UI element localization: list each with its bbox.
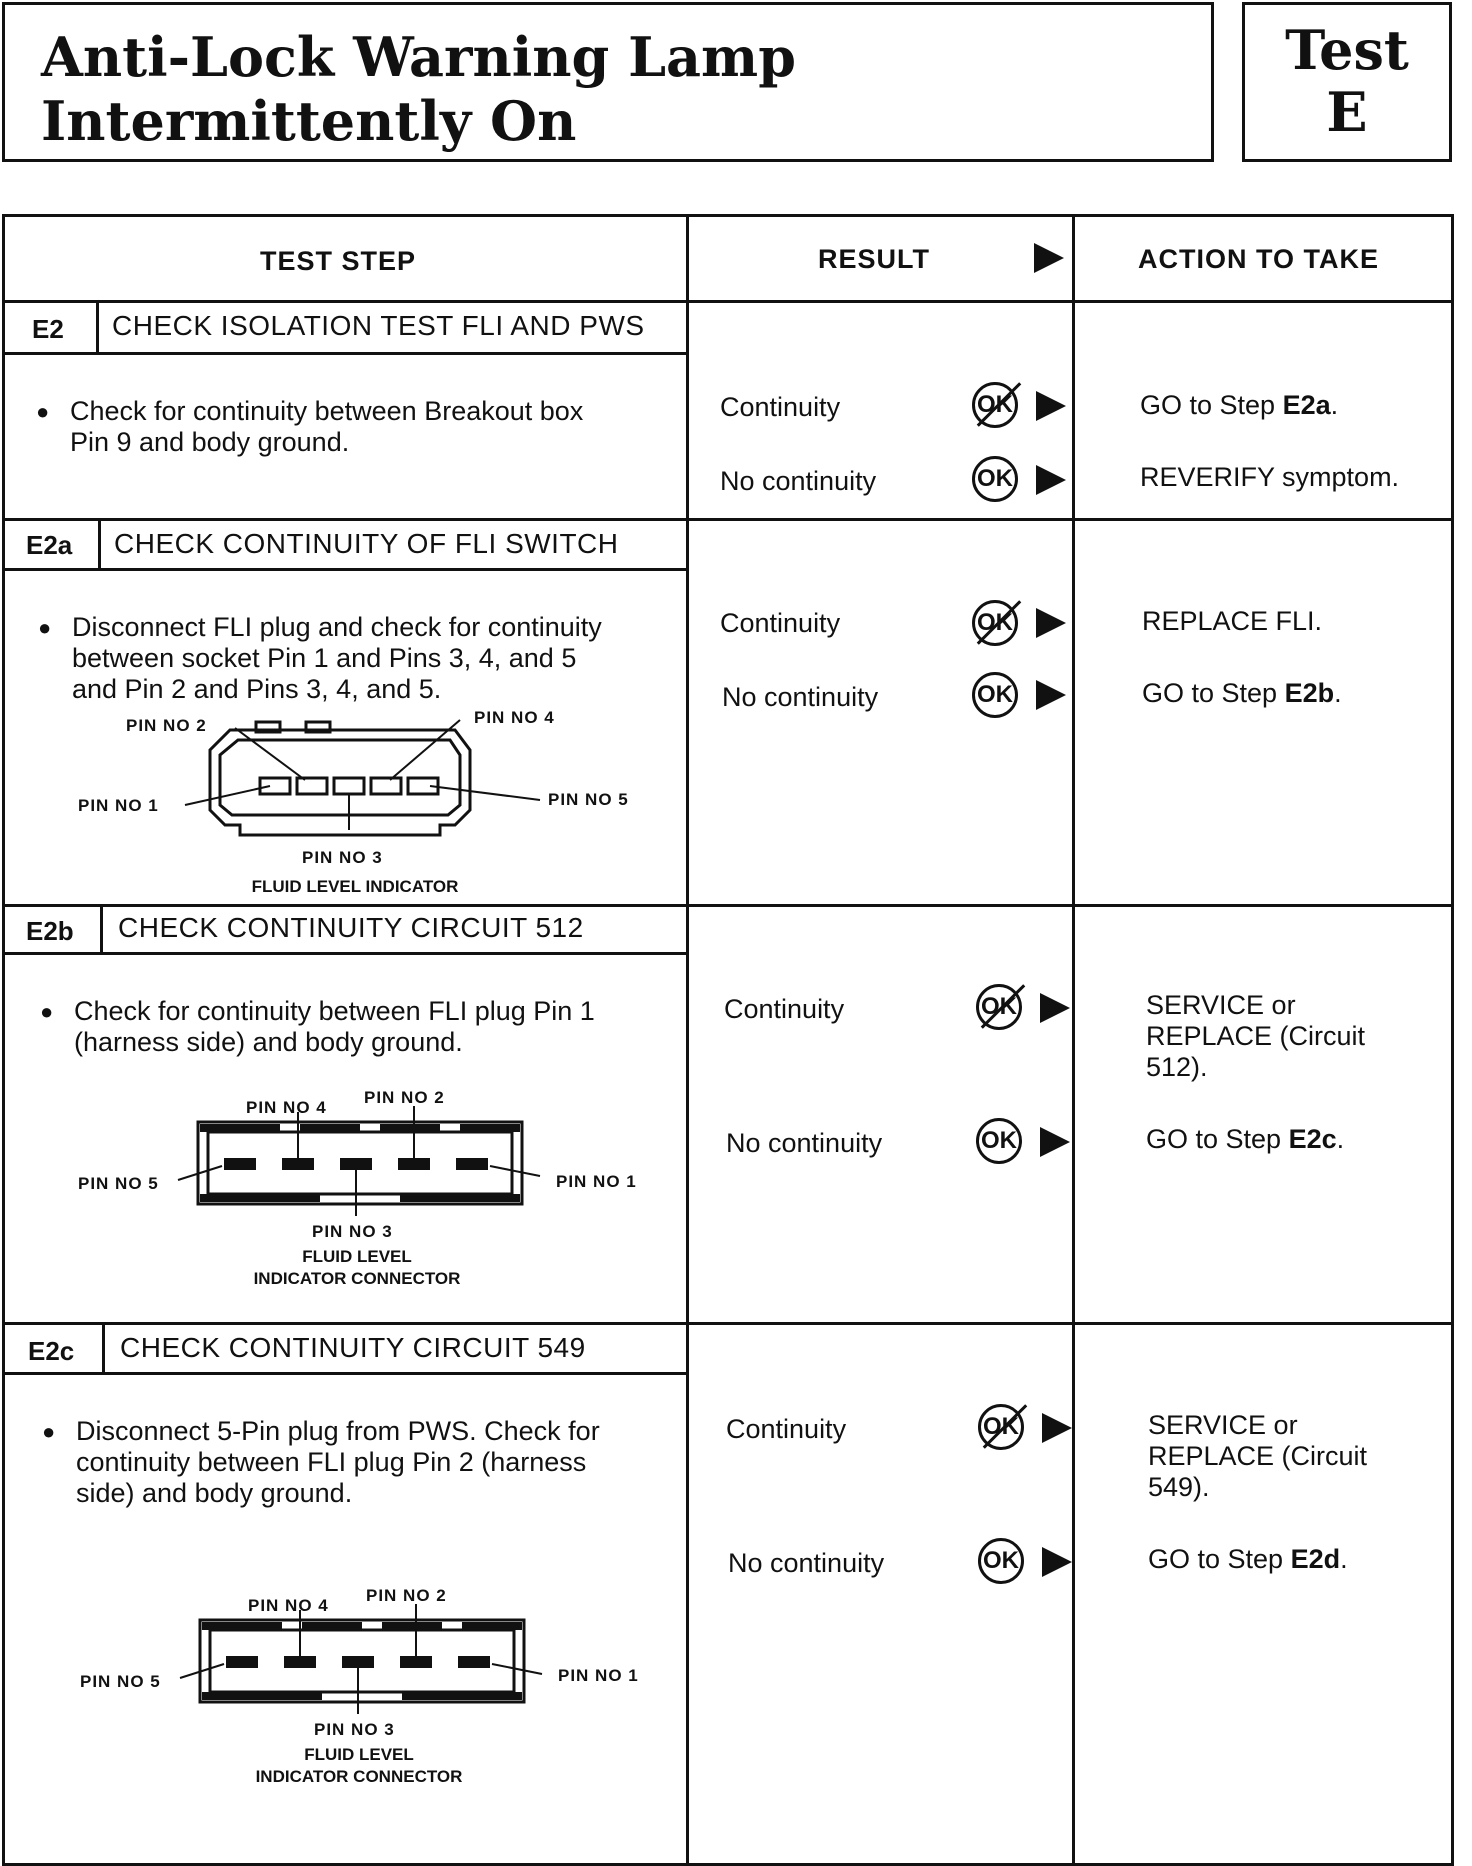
title-box bbox=[2, 2, 1214, 162]
step-title: CHECK CONTINUITY CIRCUIT 512 bbox=[118, 912, 584, 943]
pin-label: PIN NO 4 bbox=[474, 708, 555, 727]
pin-label: PIN NO 1 bbox=[556, 1172, 637, 1191]
pin-label: PIN NO 4 bbox=[246, 1098, 327, 1117]
not-ok-icon: OK bbox=[972, 382, 1018, 428]
pin-label: PIN NO 5 bbox=[80, 1672, 161, 1691]
step-header-line bbox=[2, 568, 686, 571]
fli-connector-diagram bbox=[160, 1100, 560, 1240]
result-label: No continuity bbox=[726, 1128, 883, 1158]
column-divider bbox=[686, 214, 689, 1866]
header-action: ACTION TO TAKE bbox=[1138, 244, 1379, 274]
pin-label: PIN NO 3 bbox=[312, 1222, 393, 1241]
action-text: SERVICE or REPLACE (Circuit 512). bbox=[1146, 990, 1366, 1082]
arrow-icon bbox=[1040, 1127, 1070, 1157]
action-text: GO to Step E2c. bbox=[1146, 1124, 1345, 1154]
step-instruction: ● Check for continuity between Breakout box Pin 9 and body ground. bbox=[36, 396, 583, 458]
not-ok-icon: OK bbox=[978, 1404, 1024, 1450]
action-text: GO to Step E2a. bbox=[1140, 390, 1339, 420]
pin-label: PIN NO 5 bbox=[78, 1174, 159, 1193]
step-header-line bbox=[2, 352, 686, 355]
action-text: REPLACE FLI. bbox=[1142, 606, 1323, 636]
action-text: GO to Step E2d. bbox=[1148, 1544, 1348, 1574]
test-letter: E bbox=[1326, 80, 1368, 144]
step-id-divider bbox=[102, 1322, 105, 1374]
result-label: Continuity bbox=[720, 392, 841, 422]
arrow-icon bbox=[1036, 391, 1066, 421]
header-test-step: TEST STEP bbox=[260, 246, 417, 276]
step-instruction: ● Check for continuity between FLI plug Pin 1 (harness side) and body ground. bbox=[40, 996, 595, 1058]
step-title: CHECK CONTINUITY CIRCUIT 549 bbox=[120, 1332, 586, 1363]
step-id: E2a bbox=[26, 530, 73, 560]
step-id-divider bbox=[98, 518, 101, 570]
step-id: E2c bbox=[28, 1336, 75, 1366]
ok-icon: OK bbox=[972, 456, 1018, 502]
action-text: REVERIFY symptom. bbox=[1140, 462, 1400, 492]
row-divider bbox=[2, 1322, 1454, 1325]
pin-label: PIN NO 1 bbox=[78, 796, 159, 815]
ok-icon: OK bbox=[976, 1118, 1022, 1164]
arrow-icon bbox=[1042, 1547, 1072, 1577]
fli-connector-diagram bbox=[162, 1598, 562, 1738]
action-text: GO to Step E2b. bbox=[1142, 678, 1342, 708]
result-label: Continuity bbox=[726, 1414, 847, 1444]
header-arrow-icon bbox=[1034, 243, 1064, 273]
step-id-divider bbox=[100, 904, 103, 954]
ok-icon: OK bbox=[978, 1538, 1024, 1584]
test-label: Test bbox=[1285, 18, 1409, 82]
column-divider bbox=[1072, 214, 1075, 1866]
step-id: E2 bbox=[32, 314, 64, 344]
diagram-caption: FLUID LEVEL INDICATOR CONNECTOR bbox=[255, 1745, 463, 1786]
pin-label: PIN NO 3 bbox=[314, 1720, 395, 1739]
step-id: E2b bbox=[26, 916, 74, 946]
arrow-icon bbox=[1042, 1413, 1072, 1443]
not-ok-icon: OK bbox=[976, 984, 1022, 1030]
header-divider bbox=[2, 300, 1454, 303]
arrow-icon bbox=[1036, 608, 1066, 638]
test-id-box bbox=[1242, 2, 1452, 162]
step-instruction: ● Disconnect FLI plug and check for continuity between socket Pin 1 and Pins 3, 4, and 5 and Pin 2 and Pins 3, 4, and 5. bbox=[38, 612, 602, 705]
page-title: Anti-Lock Warning Lamp Intermittently On bbox=[41, 25, 796, 153]
arrow-icon bbox=[1040, 993, 1070, 1023]
pin-label: PIN NO 3 bbox=[302, 848, 383, 867]
pin-label: PIN NO 4 bbox=[248, 1596, 329, 1615]
not-ok-icon: OK bbox=[972, 600, 1018, 646]
result-label: No continuity bbox=[722, 682, 879, 712]
step-header-line bbox=[2, 952, 686, 955]
row-divider bbox=[2, 904, 1454, 907]
result-label: No continuity bbox=[720, 466, 877, 496]
arrow-icon bbox=[1036, 465, 1066, 495]
diagram-caption: FLUID LEVEL INDICATOR bbox=[251, 877, 459, 896]
header-result: RESULT bbox=[818, 244, 930, 274]
arrow-icon bbox=[1036, 680, 1066, 710]
pin-label: PIN NO 1 bbox=[558, 1666, 639, 1685]
step-title: CHECK CONTINUITY OF FLI SWITCH bbox=[114, 528, 619, 559]
action-text: SERVICE or REPLACE (Circuit 549). bbox=[1148, 1410, 1368, 1502]
result-label: Continuity bbox=[724, 994, 845, 1024]
step-id-divider bbox=[96, 300, 99, 354]
step-title: CHECK ISOLATION TEST FLI AND PWS bbox=[112, 310, 645, 341]
row-divider bbox=[2, 518, 1454, 521]
pin-label: PIN NO 2 bbox=[366, 1586, 447, 1605]
pin-label: PIN NO 2 bbox=[364, 1088, 445, 1107]
pin-label: PIN NO 2 bbox=[126, 716, 207, 735]
result-label: Continuity bbox=[720, 608, 841, 638]
pin-label: PIN NO 5 bbox=[548, 790, 629, 809]
ok-icon: OK bbox=[972, 672, 1018, 718]
result-label: No continuity bbox=[728, 1548, 885, 1578]
step-instruction: ● Disconnect 5-Pin plug from PWS. Check for continuity between FLI plug Pin 2 (harness side) and body ground. bbox=[42, 1416, 600, 1509]
diagram-caption: FLUID LEVEL INDICATOR CONNECTOR bbox=[253, 1247, 461, 1288]
